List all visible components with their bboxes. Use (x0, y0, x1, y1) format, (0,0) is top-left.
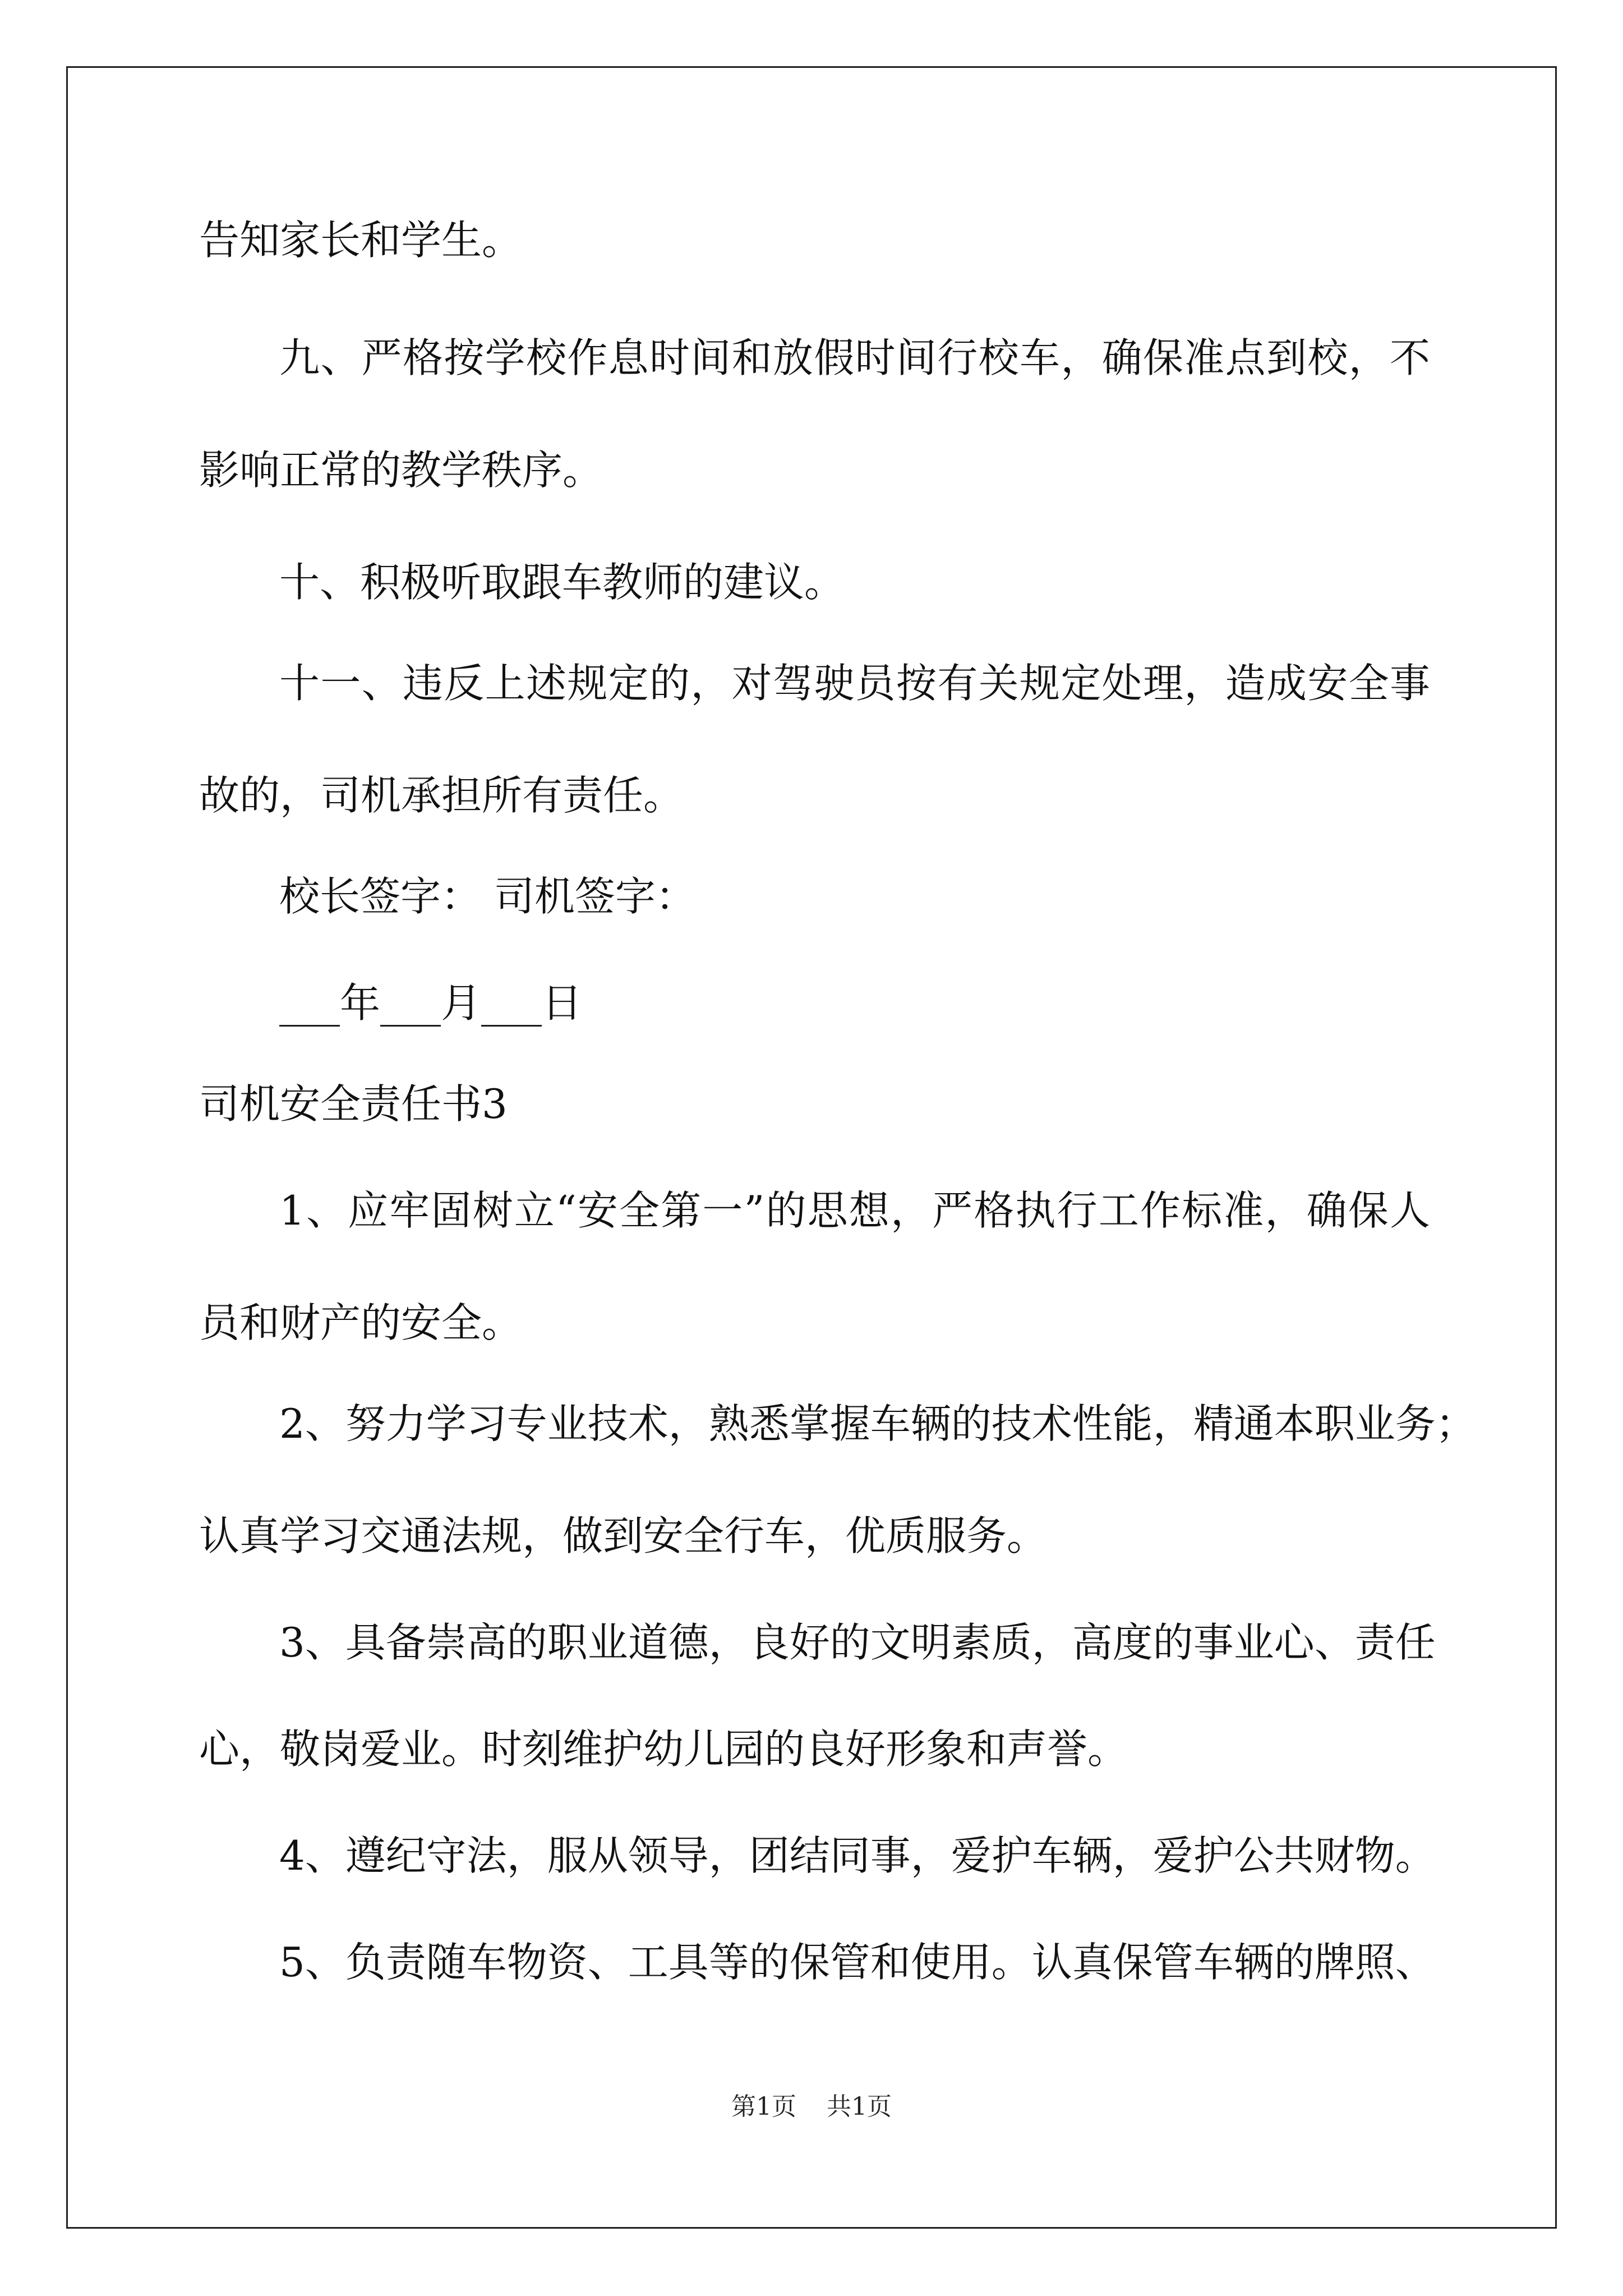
page-number: 第1页 (731, 2092, 796, 2121)
paragraph-line: 员和财产的安全。 (199, 1299, 523, 1346)
paragraph-line: 4、遵纪守法，服从领导，团结同事，爱护车辆，爱护公共财物。 (279, 1832, 1436, 1879)
paragraph-line: 5、负责随车物资、工具等的保管和使用。认真保管车辆的牌照、 (279, 1939, 1436, 1986)
paragraph-line: 2、努力学习专业技术，熟悉掌握车辆的技术性能，精通本职业务； (279, 1400, 1476, 1447)
paragraph-line: 影响正常的教学秩序。 (199, 447, 603, 494)
paragraph-line: 十一、违反上述规定的，对驾驶员按有关规定处理，造成安全事 (279, 660, 1430, 707)
paragraph-line: 十、积极听取跟车教师的建议。 (279, 559, 845, 606)
page-border (66, 66, 1557, 2229)
date-line: ___年___月___日 (279, 979, 583, 1027)
paragraph-line: 心，敬岗爱业。时刻维护幼儿园的良好形象和声誉。 (199, 1726, 1128, 1773)
section-title: 司机安全责任书3 (199, 1080, 508, 1128)
paragraph-line: 九、严格按学校作息时间和放假时间行校车，确保准点到校，不 (279, 334, 1430, 381)
page-total: 共1页 (827, 2092, 892, 2121)
paragraph-line: 3、具备崇高的职业道德，良好的文明素质，高度的事业心、责任 (279, 1619, 1436, 1666)
paragraph-line: 1、应牢固树立“安全第一”的思想，严格执行工作标准，确保人 (279, 1187, 1430, 1234)
paragraph-line: 告知家长和学生。 (199, 217, 523, 264)
signature-line: 校长签字： 司机签字： (279, 873, 696, 920)
page-footer (0, 2090, 1623, 2124)
paragraph-line: 故的，司机承担所有责任。 (199, 772, 684, 819)
paragraph-line: 认真学习交通法规，做到安全行车，优质服务。 (199, 1512, 1048, 1559)
